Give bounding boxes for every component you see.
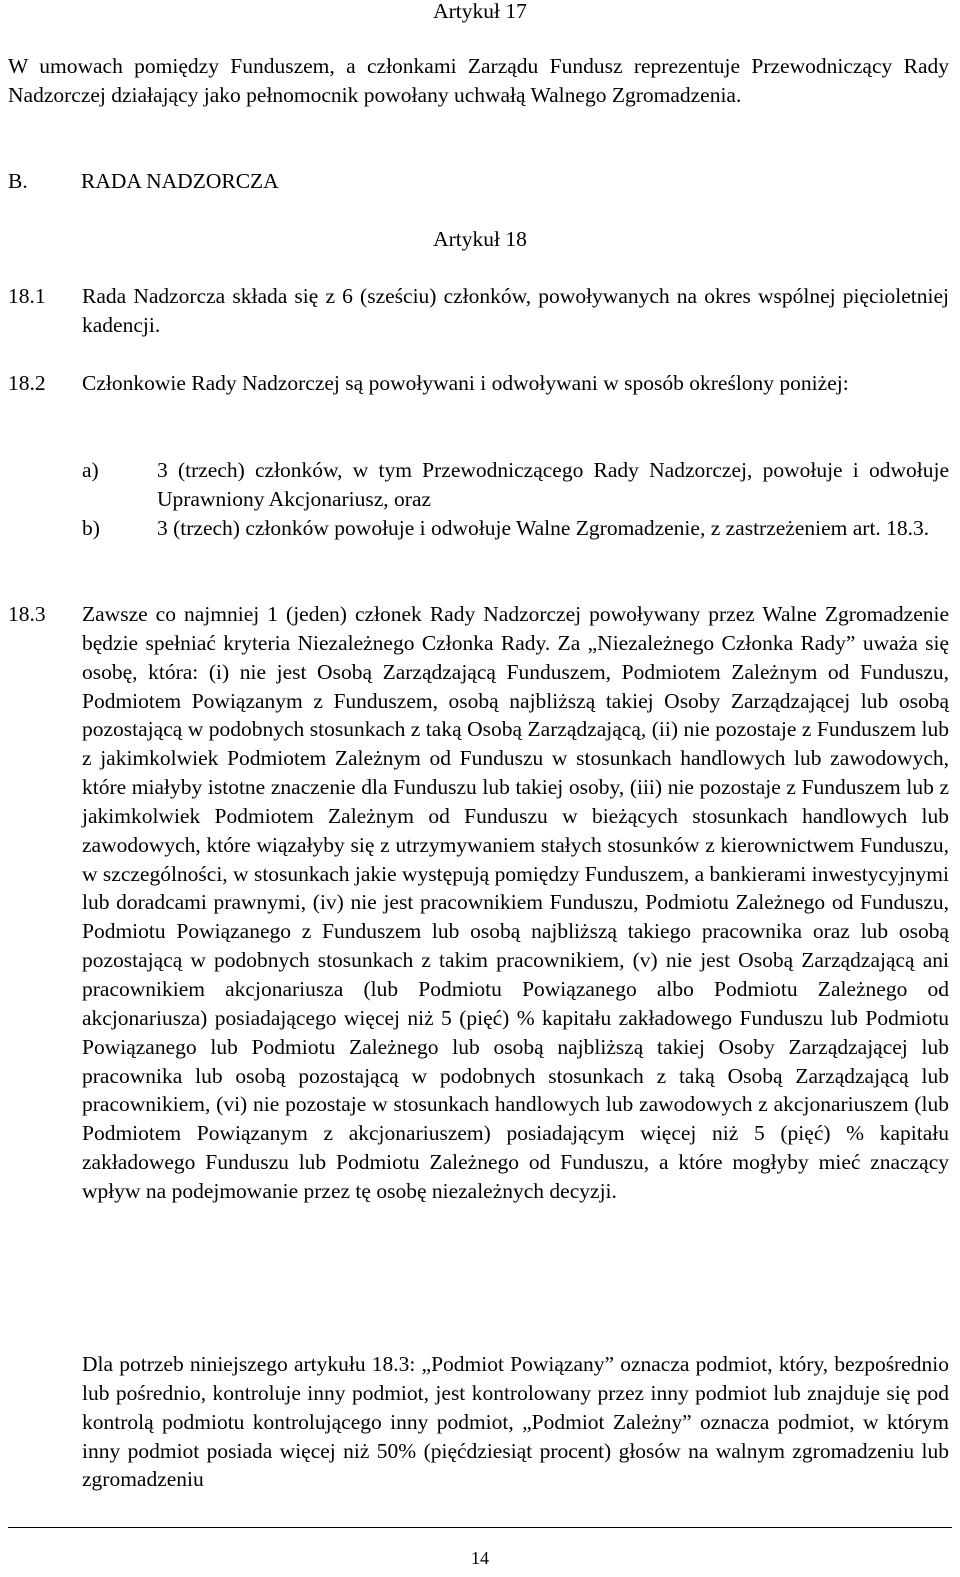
page-number: 14: [471, 1548, 489, 1568]
article-17-text: W umowach pomiędzy Funduszem, a członkami Zarządu Fundusz reprezentuje Przewodniczący Rady Nadzorczej działający jako pełnomocnik powołany uchwałą Walnego Zgromadzenia.: [8, 54, 949, 107]
paragraph-18-1-text: Rada Nadzorcza składa się z 6 (sześciu) członków, powoływanych na okres wspólnej pięcioletniej kadencji.: [82, 284, 949, 337]
list-item-b-letter: b): [82, 516, 100, 540]
list-item-a-text: 3 (trzech) członków, w tym Przewodniczącego Rady Nadzorczej, powołuje i odwołuje Uprawniony Akcjonariusz, oraz: [157, 458, 949, 511]
section-b-letter: B.: [8, 169, 28, 193]
paragraph-18-3-text: Zawsze co najmniej 1 (jeden) członek Rady Nadzorczej powoływany przez Walne Zgromadzenie będzie spełniać kryteria Niezależnego Członka Rady. Za „Niezależnego Członka Rady” uważa się osobę, która: (i) nie jest Osobą Zarządzającą Funduszem, Podmiotem Zależnym od Funduszu, Podmiotem Powiązanym z Funduszem, osobą najbliższą takiej Osoby Zarządzającej lub osobą pozostającą w podobnych stosunkach z taką Osobą Zarządzającą, (ii) nie pozostaje z Funduszem lub z jakimkolwiek Podmiotem Zależnym od Funduszu w stosunkach handlowych lub zawodowych, które miałyby istotne znaczenie dla Funduszu lub takiej osoby, (iii) nie pozostaje z Funduszem lub z jakimkolwiek Podmiotem Zależnym od Funduszu w bieżących stosunkach handlowych lub zawodowych, które wiązałyby się z utrzymywaniem stałych stosunków z kierownictwem Funduszu, w szczególności, w stosunkach jakie występują pomiędzy Funduszem, a bankierami inwestycyjnymi lub doradcami prawnymi, (iv) nie jest pracownikiem Funduszu, Podmiotu Zależnego od Funduszu, Podmiotu Powiązanego z Funduszem lub osobą najbliższą takiego pracownika oraz lub osobą pozostającą w podobnych stosunkach z takim pracownikiem, (v) nie jest Osobą Zarządzającą ani pracownikiem akcjonariusza (lub Podmiotu Powiązanego albo Podmiotu Zależnego od akcjonariusza) posiadającego więcej niż 5 (pięć) % kapitału zakładowego Funduszu lub Podmiotu Powiązanego lub Podmiotu Zależnego lub osobą najbliższą takiej Osoby Zarządzającej lub pracownika lub osobą pozostającą w podobnych stosunkach z taką Osobą Zarządzającą lub pracownikiem, (vi) nie pozostaje w stosunkach handlowych lub zawodowych z akcjonariuszem (lub Podmiotem Powiązanym z akcjonariuszem) posiadającym więcej niż 5 (pięć) % kapitału zakładowego Funduszu lub Podmiotu Zależnego od Funduszu, a które mogłyby mieć znaczący wpływ na podejmowanie przez tę osobę niezależnych decyzji.: [82, 602, 949, 1203]
definitions-paragraph: Dla potrzeb niniejszego artykułu 18.3: „Podmiot Powiązany” oznacza podmiot, który, bezpośrednio lub pośrednio, kontroluje inny podmiot, jest kontrolowany przez inny podmiot lub znajduje się pod kontrolą podmiotu kontrolującego inny podmiot, „Podmiot Zależny” oznacza podmiot, w którym inny podmiot posiada więcej niż 50% (pięćdziesiąt procent) głosów na walnym zgromadzeniu lub zgromadzeniu: [82, 1352, 949, 1492]
section-b-title: RADA NADZORCZA: [81, 169, 279, 193]
paragraph-18-2-text: Członkowie Rady Nadzorczej są powoływani i odwoływani w sposób określony poniżej:: [82, 371, 849, 395]
paragraph-18-2-number: 18.2: [8, 371, 46, 395]
paragraph-18-3-number: 18.3: [8, 602, 46, 626]
article-17-heading: Artykuł 17: [433, 0, 527, 23]
paragraph-18-1-number: 18.1: [8, 284, 46, 308]
list-item-a-letter: a): [82, 458, 99, 482]
list-item-b-text: 3 (trzech) członków powołuje i odwołuje Walne Zgromadzenie, z zastrzeżeniem art. 18.3.: [157, 516, 930, 540]
footer-divider: [8, 1527, 952, 1528]
article-18-heading: Artykuł 18: [433, 227, 527, 251]
